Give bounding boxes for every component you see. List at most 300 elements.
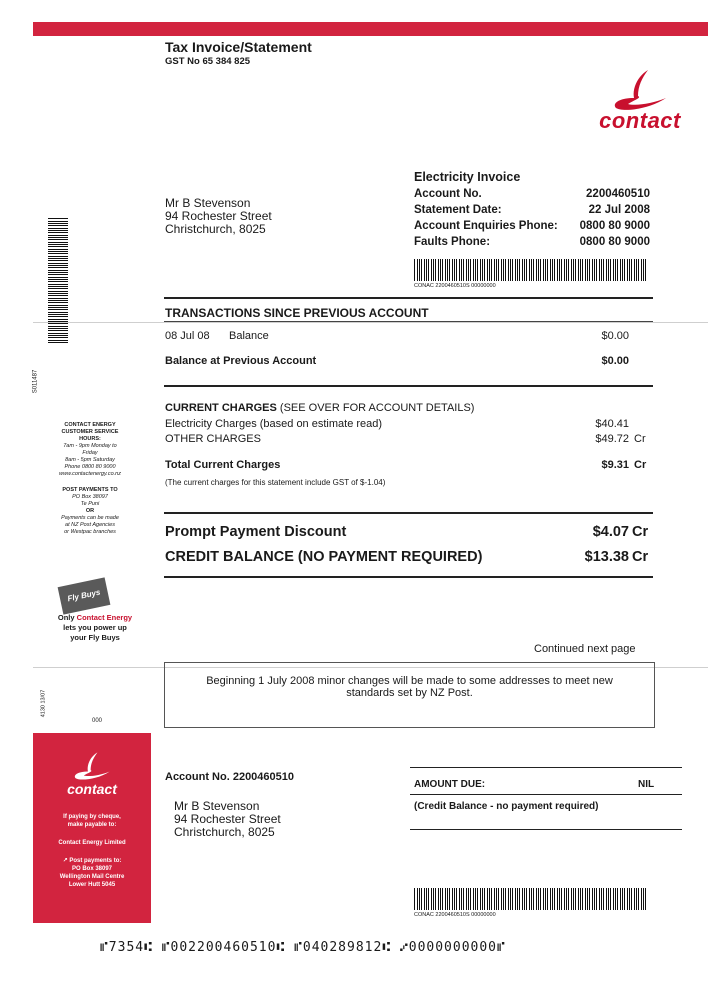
barcode-bar	[629, 259, 630, 281]
gst-note: (The current charges for this statement include GST of $-1.04)	[165, 478, 386, 487]
barcode-bar	[622, 888, 623, 910]
barcode-bar	[505, 888, 506, 910]
barcode-bar	[550, 888, 551, 910]
flybuys-line: your Fly Buys	[70, 633, 120, 642]
barcode-bar	[503, 259, 504, 281]
barcode-bar	[561, 888, 562, 910]
row-value: 2200460510	[586, 188, 650, 200]
barcode-bar	[524, 888, 525, 910]
barcode-bar	[599, 888, 600, 910]
discount-amount: $4.07	[592, 524, 629, 540]
barcode-bar	[48, 281, 68, 282]
barcode-bar	[475, 888, 476, 910]
barcode-bar	[48, 288, 68, 289]
barcode-bar	[575, 259, 576, 281]
post-line: Payments can be made	[61, 515, 119, 521]
barcode-bar	[459, 888, 460, 910]
divider	[164, 512, 653, 514]
barcode-bar	[589, 888, 590, 910]
customer-street: 94 Rochester Street	[165, 209, 272, 223]
barcode-bar	[48, 277, 68, 278]
barcode-bar	[426, 259, 427, 281]
barcode-bar	[48, 249, 68, 250]
barcode-bar	[554, 888, 555, 910]
barcode-bar	[592, 259, 593, 281]
barcode-bar	[447, 888, 448, 910]
post-payments-info	[55, 487, 125, 536]
stub-brand-panel	[33, 733, 151, 923]
barcode-bar	[524, 259, 525, 281]
payee: Contact Energy Limited	[58, 840, 126, 846]
barcode-bar	[48, 312, 68, 313]
barcode-bar	[585, 888, 586, 910]
barcode-bar	[48, 230, 68, 231]
barcode-bar	[48, 260, 68, 261]
barcode-bar	[533, 259, 534, 281]
barcode-bar	[568, 888, 569, 910]
post-or: OR	[85, 508, 95, 514]
barcode-bar	[580, 888, 581, 910]
barcode-bar	[526, 259, 527, 281]
barcode-bar	[470, 259, 471, 281]
barcode-bar	[536, 259, 537, 281]
post-line: or Westpac branches	[64, 529, 116, 535]
barcode-bar	[533, 888, 534, 910]
barcode-bar	[484, 888, 485, 910]
current-charges-title	[165, 402, 474, 414]
barcode-bar	[419, 259, 420, 281]
barcode-bar	[48, 284, 68, 285]
barcode-bar	[48, 270, 68, 271]
barcode-bar	[48, 337, 68, 338]
barcode-bar	[48, 235, 68, 236]
side-barcode	[48, 218, 68, 348]
barcode-bar	[424, 888, 425, 910]
page-title: Tax Invoice/Statement	[165, 39, 312, 55]
barcode-bar	[48, 246, 68, 247]
swoosh-icon	[608, 68, 672, 112]
barcode-bar	[624, 259, 625, 281]
barcode-bar	[475, 259, 476, 281]
barcode-bar	[620, 259, 621, 281]
barcode-bar	[470, 888, 471, 910]
barcode-bar	[501, 888, 502, 910]
barcode-bar	[510, 888, 511, 910]
barcode-bar	[454, 259, 455, 281]
barcode-bar	[641, 888, 642, 910]
barcode-bar	[487, 888, 488, 910]
barcode-bar	[494, 259, 495, 281]
barcode-bar	[606, 259, 607, 281]
barcode-bar	[442, 259, 443, 281]
barcode-bar	[529, 888, 530, 910]
barcode-bar	[599, 259, 600, 281]
barcode-bar	[615, 888, 616, 910]
row-label: Account Enquiries Phone:	[414, 220, 558, 232]
barcode-bar	[519, 259, 520, 281]
amount-due-label: AMOUNT DUE:	[414, 779, 486, 790]
barcode-bar	[494, 888, 495, 910]
barcode-bar	[561, 259, 562, 281]
barcode-bar	[543, 888, 544, 910]
stub-post-line: Wellington Mail Centre	[59, 874, 125, 880]
barcode-bar	[594, 259, 595, 281]
flybuys-line: lets you power up	[63, 623, 127, 632]
current-title-note: (SEE OVER FOR ACCOUNT DETAILS)	[279, 402, 475, 414]
barcode-bar	[610, 888, 611, 910]
invoice-row	[414, 234, 650, 250]
barcode-bar	[48, 298, 68, 299]
credit-balance-note: (Credit Balance - no payment required)	[414, 801, 599, 812]
stub-post-line: PO Box 38097	[71, 866, 113, 872]
barcode-bar	[48, 244, 68, 245]
customer-name: Mr B Stevenson	[165, 196, 251, 210]
barcode-bar	[454, 888, 455, 910]
barcode-bar	[634, 888, 635, 910]
barcode-bar	[426, 888, 427, 910]
barcode-bar	[613, 259, 614, 281]
address-notice	[164, 662, 655, 728]
barcode-bar	[48, 279, 68, 280]
barcode-bar	[468, 888, 469, 910]
barcode-bar	[627, 888, 628, 910]
electricity-amount: $40.41	[595, 418, 629, 430]
barcode-bar	[428, 888, 429, 910]
customer-city: Christchurch, 8025	[165, 222, 266, 236]
hours-line: www.contactenergy.co.nz	[59, 471, 121, 477]
barcode-bar	[414, 259, 415, 281]
barcode-bar	[431, 259, 432, 281]
barcode-bar	[515, 888, 516, 910]
barcode-bar	[484, 259, 485, 281]
barcode-bar	[496, 259, 497, 281]
barcode-bar	[571, 259, 572, 281]
invoice-heading: Electricity Invoice	[414, 170, 521, 184]
customer-address	[165, 197, 272, 236]
barcode-bar	[545, 259, 546, 281]
row-value: 0800 80 9000	[579, 236, 650, 248]
barcode-bar	[606, 888, 607, 910]
divider	[410, 829, 682, 830]
barcode-bar	[48, 265, 68, 266]
barcode-bar	[449, 888, 450, 910]
barcode-bar	[417, 888, 418, 910]
barcode-bar	[438, 259, 439, 281]
stub-address	[174, 800, 281, 839]
divider	[164, 385, 653, 387]
other-charges-cr: Cr	[634, 433, 646, 445]
barcode-bar	[498, 259, 499, 281]
barcode-bar	[559, 888, 560, 910]
barcode-bar	[634, 259, 635, 281]
hours-line: Phone 0800 80 9000	[64, 464, 116, 470]
brand-wordmark: contact	[599, 108, 681, 133]
barcode-bar	[557, 888, 558, 910]
barcode-bar	[456, 888, 457, 910]
barcode-bar	[543, 259, 544, 281]
barcode-bar	[552, 888, 553, 910]
barcode-bar	[487, 259, 488, 281]
barcode-bar	[48, 242, 68, 243]
barcode-bar	[564, 259, 565, 281]
barcode-bar	[522, 259, 523, 281]
barcode-bar	[498, 888, 499, 910]
barcode-bar	[445, 888, 446, 910]
divider	[410, 767, 682, 768]
barcode-bar	[482, 259, 483, 281]
total-current-amount: $9.31	[601, 459, 629, 471]
barcode-bar	[466, 259, 467, 281]
barcode-bar	[627, 259, 628, 281]
discount-cr: Cr	[632, 524, 649, 540]
barcode-bar	[575, 888, 576, 910]
barcode-bar	[48, 272, 68, 273]
barcode-bar	[643, 259, 644, 281]
stub-customer-city: Christchurch, 8025	[174, 825, 275, 839]
barcode-bar	[613, 888, 614, 910]
barcode-bar	[48, 328, 68, 329]
barcode-bar	[48, 323, 68, 324]
divider	[164, 576, 653, 578]
barcode-bar	[566, 259, 567, 281]
post-line: PO Box 38097	[72, 494, 108, 500]
barcode-bar	[568, 259, 569, 281]
barcode-bar	[48, 333, 68, 334]
barcode-bar	[641, 259, 642, 281]
stub-customer-name: Mr B Stevenson	[174, 799, 260, 813]
barcode-bar	[461, 259, 462, 281]
barcode-bar	[582, 888, 583, 910]
transaction-item: Balance	[229, 330, 269, 342]
barcode-bar	[48, 330, 68, 331]
barcode-bar	[540, 259, 541, 281]
barcode-bar	[48, 223, 68, 224]
previous-balance-amount: $0.00	[601, 355, 629, 367]
total-current-label: Total Current Charges	[165, 459, 281, 471]
barcode-bar	[545, 888, 546, 910]
barcode-bar	[48, 307, 68, 308]
barcode-bar	[645, 259, 646, 281]
stub-customer-street: 94 Rochester Street	[174, 812, 281, 826]
invoice-info	[414, 170, 650, 250]
barcode-bar	[615, 259, 616, 281]
barcode-bar	[440, 888, 441, 910]
other-charges-amount: $49.72	[595, 433, 629, 445]
barcode-bar	[419, 888, 420, 910]
barcode-bar	[517, 259, 518, 281]
barcode-bar	[552, 259, 553, 281]
barcode-bar	[463, 259, 464, 281]
barcode-bar	[421, 888, 422, 910]
transactions-title: TRANSACTIONS SINCE PREVIOUS ACCOUNT	[165, 306, 429, 320]
barcode-bar	[459, 259, 460, 281]
barcode-bar	[428, 259, 429, 281]
invoice-barcode-text: CONAC 2200460510S 00000000	[414, 283, 496, 289]
barcode-bar	[48, 267, 68, 268]
barcode-bar	[48, 291, 68, 292]
amount-due-value: NIL	[638, 779, 655, 790]
barcode-bar	[48, 256, 68, 257]
row-label: Faults Phone:	[414, 236, 491, 248]
barcode-bar	[566, 888, 567, 910]
barcode-bar	[617, 888, 618, 910]
barcode-bar	[526, 888, 527, 910]
barcode-bar	[48, 314, 68, 315]
barcode-bar	[592, 888, 593, 910]
barcode-bar	[447, 259, 448, 281]
barcode-bar	[596, 888, 597, 910]
stub-barcode	[414, 888, 652, 910]
gst-number: GST No 65 384 825	[165, 56, 251, 67]
stub-post-info	[33, 857, 151, 889]
hours-line: 8am - 5pm Saturday	[65, 457, 115, 463]
cheque-info	[33, 813, 151, 829]
barcode-bar	[522, 888, 523, 910]
row-value: 22 Jul 2008	[588, 204, 650, 216]
barcode-bar	[638, 888, 639, 910]
barcode-bar	[508, 888, 509, 910]
post-line: Te Puni	[80, 501, 100, 507]
post-line: at NZ Post Agencies	[65, 522, 115, 528]
barcode-bar	[638, 259, 639, 281]
barcode-bar	[431, 888, 432, 910]
barcode-bar	[445, 259, 446, 281]
barcode-bar	[508, 259, 509, 281]
flybuys-brand: Contact Energy	[76, 613, 133, 622]
barcode-bar	[456, 259, 457, 281]
barcode-bar	[517, 888, 518, 910]
barcode-bar	[550, 259, 551, 281]
barcode-bar	[48, 258, 68, 259]
barcode-bar	[631, 888, 632, 910]
barcode-bar	[643, 888, 644, 910]
stub-account-number: Account No. 2200460510	[165, 771, 295, 783]
barcode-bar	[414, 888, 415, 910]
barcode-bar	[557, 259, 558, 281]
barcode-bar	[512, 888, 513, 910]
hours-title: CONTACT ENERGY	[64, 422, 116, 428]
hours-line: 7am - 9pm Monday to Friday	[63, 443, 117, 456]
barcode-bar	[48, 309, 68, 310]
barcode-bar	[48, 316, 68, 317]
hours-subtitle: CUSTOMER SERVICE HOURS:	[61, 429, 119, 442]
barcode-bar	[580, 259, 581, 281]
barcode-bar	[610, 259, 611, 281]
barcode-bar	[48, 302, 68, 303]
invoice-row	[414, 202, 650, 218]
other-charges-label: OTHER CHARGES	[165, 433, 261, 445]
barcode-bar	[629, 888, 630, 910]
barcode-bar	[587, 259, 588, 281]
cheque-line: If paying by cheque,	[63, 814, 121, 820]
barcode-bar	[582, 259, 583, 281]
barcode-bar	[48, 225, 68, 226]
transaction-amount: $0.00	[601, 330, 629, 342]
barcode-bar	[636, 888, 637, 910]
barcode-bar	[48, 293, 68, 294]
barcode-bar	[48, 340, 68, 341]
barcode-bar	[482, 888, 483, 910]
barcode-bar	[442, 888, 443, 910]
stub-post-line: Post payments to:	[69, 858, 122, 864]
barcode-bar	[449, 259, 450, 281]
barcode-bar	[489, 259, 490, 281]
transaction-date: 08 Jul 08	[165, 330, 210, 342]
credit-balance-amount: $13.38	[584, 549, 629, 565]
barcode-bar	[538, 888, 539, 910]
barcode-bar	[529, 259, 530, 281]
continued-note: Continued next page	[534, 643, 636, 655]
barcode-bar	[48, 342, 68, 343]
barcode-bar	[608, 888, 609, 910]
micr-line: ⑈7354⑆ ⑈002200460510⑆ ⑈040289812⑆ ⑇0000000000⑈	[100, 940, 506, 955]
discount-label: Prompt Payment Discount	[165, 524, 347, 540]
barcode-bar	[48, 319, 68, 320]
credit-balance-label: CREDIT BALANCE (NO PAYMENT REQUIRED)	[165, 549, 483, 565]
barcode-bar	[48, 221, 68, 222]
credit-balance-cr: Cr	[632, 549, 649, 565]
barcode-bar	[620, 888, 621, 910]
barcode-bar	[480, 259, 481, 281]
divider	[410, 794, 682, 795]
barcode-bar	[491, 888, 492, 910]
barcode-bar	[603, 259, 604, 281]
barcode-bar	[496, 888, 497, 910]
barcode-bar	[433, 259, 434, 281]
barcode-bar	[48, 228, 68, 229]
barcode-bar	[417, 259, 418, 281]
barcode-bar	[48, 326, 68, 327]
barcode-bar	[515, 259, 516, 281]
barcode-bar	[538, 259, 539, 281]
barcode-bar	[559, 259, 560, 281]
barcode-bar	[585, 259, 586, 281]
barcode-bar	[578, 888, 579, 910]
barcode-bar	[571, 888, 572, 910]
barcode-bar	[433, 888, 434, 910]
barcode-bar	[48, 251, 68, 252]
barcode-bar	[48, 218, 68, 219]
barcode-bar	[461, 888, 462, 910]
barcode-bar	[473, 259, 474, 281]
barcode-bar	[477, 259, 478, 281]
barcode-bar	[622, 259, 623, 281]
barcode-bar	[505, 259, 506, 281]
barcode-bar	[452, 888, 453, 910]
barcode-bar	[48, 295, 68, 296]
barcode-bar	[48, 253, 68, 254]
flybuys-text	[50, 613, 140, 643]
flybuys-line: Only	[57, 613, 77, 622]
barcode-bar	[589, 259, 590, 281]
barcode-bar	[603, 888, 604, 910]
current-title: CURRENT CHARGES	[165, 402, 277, 414]
post-title: POST PAYMENTS TO	[62, 487, 118, 493]
barcode-bar	[540, 888, 541, 910]
stub-barcode-text: CONAC 2200460510S 00000000	[414, 912, 496, 918]
barcode-bar	[48, 232, 68, 233]
barcode-bar	[617, 259, 618, 281]
side-code: S011487	[32, 369, 39, 394]
previous-balance-label: Balance at Previous Account	[165, 355, 317, 367]
invoice-row	[414, 218, 650, 234]
cheque-line: make payable to:	[67, 822, 117, 828]
barcode-bar	[631, 259, 632, 281]
barcode-bar	[512, 259, 513, 281]
barcode-bar	[608, 259, 609, 281]
barcode-bar	[536, 888, 537, 910]
barcode-bar	[424, 259, 425, 281]
